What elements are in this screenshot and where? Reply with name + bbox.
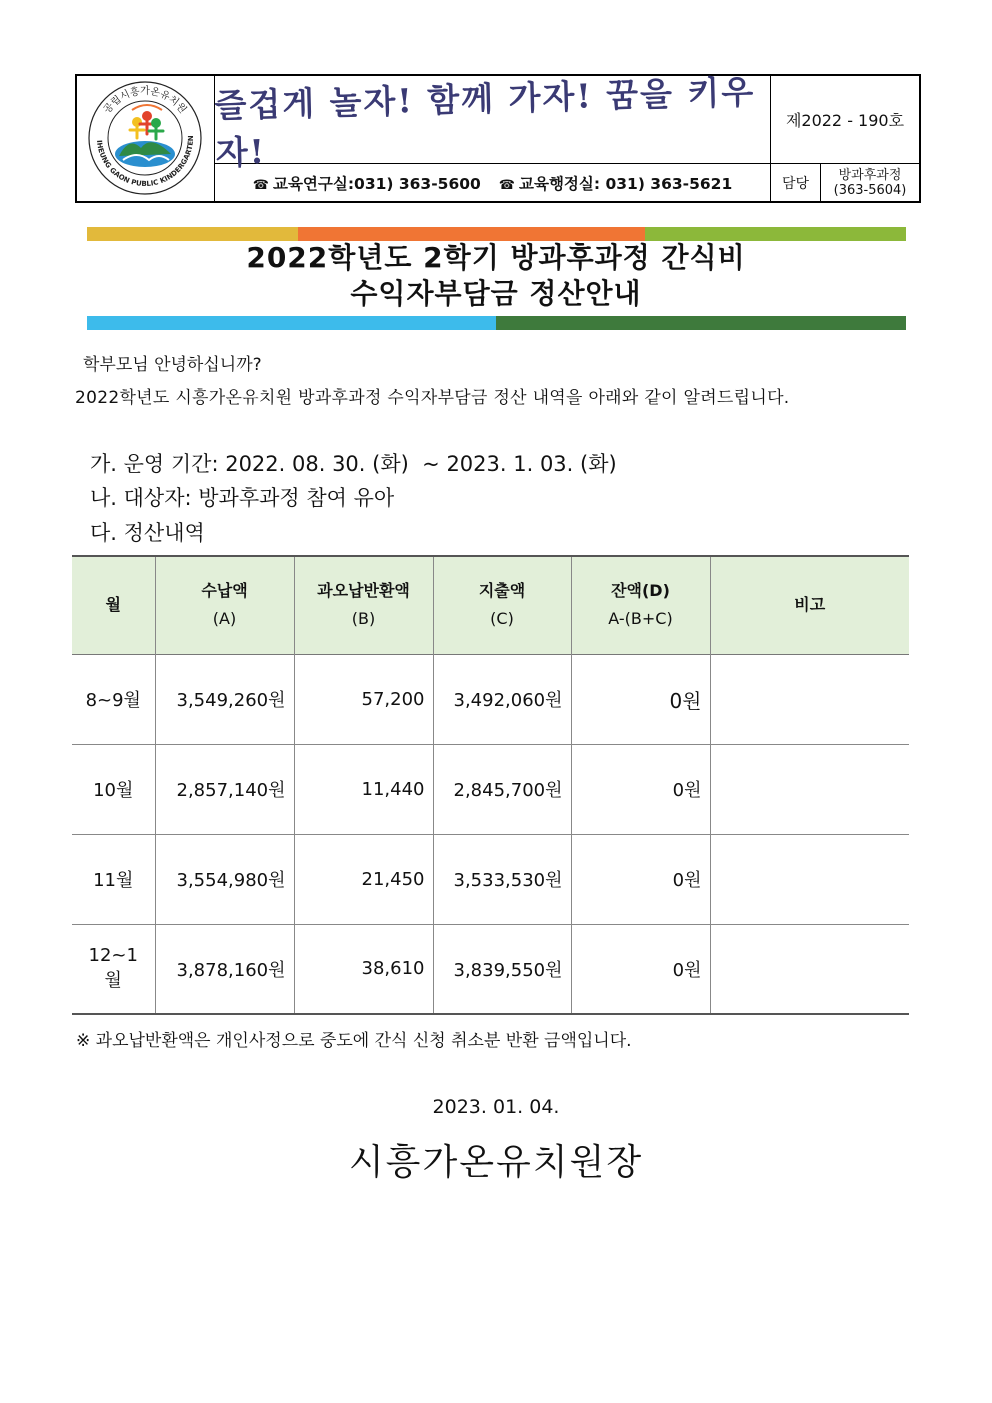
cell-balance: 0원 — [571, 744, 710, 834]
table-row — [72, 834, 909, 924]
footnote: ※ 과오납반환액은 개인사정으로 중도에 간식 신청 취소분 반환 금액입니다. — [76, 1031, 632, 1051]
cell-refund: 38,610 — [294, 924, 433, 1014]
title-line-2: 수익자부담금 정산안내 — [350, 277, 642, 310]
manager-dept: 방과후과정 — [838, 167, 902, 183]
page-title — [0, 240, 992, 312]
table-row — [72, 924, 909, 1014]
manager-info — [821, 164, 919, 201]
color-bar-darkgreen — [496, 316, 906, 330]
cell-note — [710, 654, 909, 744]
phone-icon: ☎ — [498, 177, 515, 193]
color-bar-orange — [298, 227, 645, 241]
cell-paid: 3,554,980원 — [155, 834, 294, 924]
cell-spent: 3,533,530원 — [433, 834, 571, 924]
contact-admin: ☎ 교육행정실: 031) 363-5621 — [498, 174, 733, 193]
item-details: 다. 정산내역 — [90, 521, 205, 545]
cell-spent: 3,839,550원 — [433, 924, 571, 1014]
cell-month: 10월 — [72, 744, 155, 834]
cell-balance: 0원 — [571, 654, 710, 744]
cell-note — [710, 834, 909, 924]
manager-label: 담당 — [770, 164, 821, 201]
slogan-cell — [214, 71, 770, 172]
color-bar-yellow — [87, 227, 298, 241]
cell-refund: 11,440 — [294, 744, 433, 834]
table-row — [72, 654, 909, 744]
col-header-paid: 수납액 (A) — [155, 556, 294, 654]
cell-balance: 0원 — [571, 924, 710, 1014]
contact-research: ☎ 교육연구실:031) 363-5600 — [252, 174, 481, 193]
item-target: 나. 대상자: 방과후과정 참여 유아 — [90, 486, 395, 510]
cell-paid: 2,857,140원 — [155, 744, 294, 834]
settlement-table — [72, 555, 909, 1015]
cell-spent: 3,492,060원 — [433, 654, 571, 744]
cell-refund: 57,200 — [294, 654, 433, 744]
col-header-refund: 과오납반환액 (B) — [294, 556, 433, 654]
greeting: 학부모님 안녕하십니까? — [83, 355, 262, 375]
cell-paid: 3,878,160원 — [155, 924, 294, 1014]
cell-note — [710, 924, 909, 1014]
col-header-balance: 잔액(D) A-(B+C) — [571, 556, 710, 654]
signature: 시흥가온유치원장 — [348, 1142, 644, 1183]
table-row — [72, 744, 909, 834]
svg-text:공립시흥가온유치원: 공립시흥가온유치원 — [101, 86, 189, 116]
letterhead — [75, 71, 921, 203]
cell-refund: 21,450 — [294, 834, 433, 924]
kindergarten-logo — [77, 76, 213, 201]
intro-body: 2022학년도 시흥가온유치원 방과후과정 수익자부담금 정산 내역을 아래와 같이 알려드립니다. — [75, 388, 790, 408]
document-number: 제2022 - 190호 — [770, 76, 919, 164]
item-period: 가. 운영 기간: 2022. 08. 30. (화) ~ 2023. 1. 03. (화) — [90, 452, 617, 476]
title-line-1: 2022학년도 2학기 방과후과정 간식비 — [246, 241, 746, 274]
issue-date: 2023. 01. 04. — [432, 1096, 560, 1118]
cell-month: 11월 — [72, 834, 155, 924]
cell-balance: 0원 — [571, 834, 710, 924]
contact-bar — [215, 164, 770, 201]
cell-paid: 3,549,260원 — [155, 654, 294, 744]
logo-cell — [77, 76, 215, 201]
cell-note — [710, 744, 909, 834]
manager-phone: (363-5604) — [833, 182, 907, 198]
cell-spent: 2,845,700원 — [433, 744, 571, 834]
color-bar-green — [645, 227, 906, 241]
color-bar-blue — [87, 316, 496, 330]
svg-text:SIHEUNG GAON PUBLIC KINDERGART: IHEUNG GAON PUBLIC KINDERGARTEN — [95, 135, 196, 189]
slogan: 즐겁게 놀자! 함께 가자! 꿈을 키우자! — [214, 71, 756, 172]
table-header-row — [72, 556, 909, 654]
cell-month: 12~1월 — [72, 924, 155, 1014]
cell-month: 8~9월 — [72, 654, 155, 744]
col-header-note: 비고 — [710, 556, 909, 654]
col-header-spent: 지출액 (C) — [433, 556, 571, 654]
col-header-month: 월 — [72, 556, 155, 654]
phone-icon: ☎ — [252, 177, 269, 193]
